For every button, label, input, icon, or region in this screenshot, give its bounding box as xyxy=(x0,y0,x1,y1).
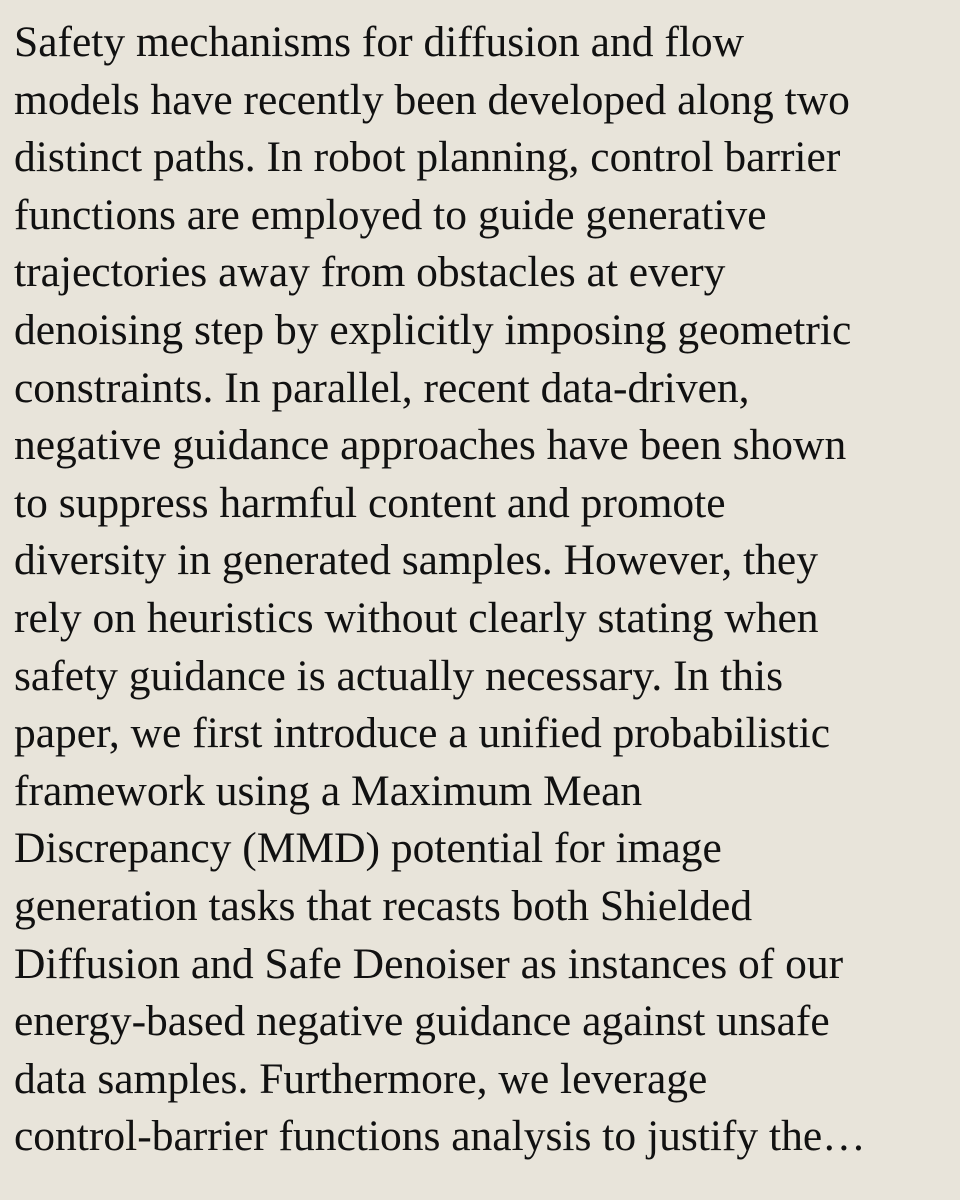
text-line: negative guidance approaches have been shown xyxy=(14,421,847,470)
text-line: generation tasks that recasts both Shielded xyxy=(14,881,753,930)
text-line: constraints. In parallel, recent data-driven, xyxy=(14,363,750,412)
text-line: functions are employed to guide generative xyxy=(14,190,767,239)
text-line: framework using a Maximum Mean xyxy=(14,766,643,815)
text-line: Diffusion and Safe Denoiser as instances of our xyxy=(14,939,844,988)
text-line: models have recently been developed along two xyxy=(14,75,850,124)
text-line: Safety mechanisms for diffusion and flow xyxy=(14,18,745,66)
abstract-text xyxy=(14,14,954,1166)
text-line: to suppress harmful content and promote xyxy=(14,478,726,527)
text-line: distinct paths. In robot planning, control barrier xyxy=(14,133,841,182)
text-line: rely on heuristics without clearly stating when xyxy=(14,593,819,642)
text-line: diversity in generated samples. However, they xyxy=(14,536,818,585)
text-line: trajectories away from obstacles at every xyxy=(14,248,726,297)
text-line: data samples. Furthermore, we leverage xyxy=(14,1054,708,1103)
text-line: denoising step by explicitly imposing geometric xyxy=(14,305,852,354)
text-line: control-barrier functions analysis to justify the… xyxy=(14,1112,866,1161)
text-line: safety guidance is actually necessary. In this xyxy=(14,651,784,700)
text-line: Discrepancy (MMD) potential for image xyxy=(14,824,722,873)
text-line: energy-based negative guidance against unsafe xyxy=(14,997,830,1046)
text-line: paper, we first introduce a unified probabilistic xyxy=(14,709,831,758)
